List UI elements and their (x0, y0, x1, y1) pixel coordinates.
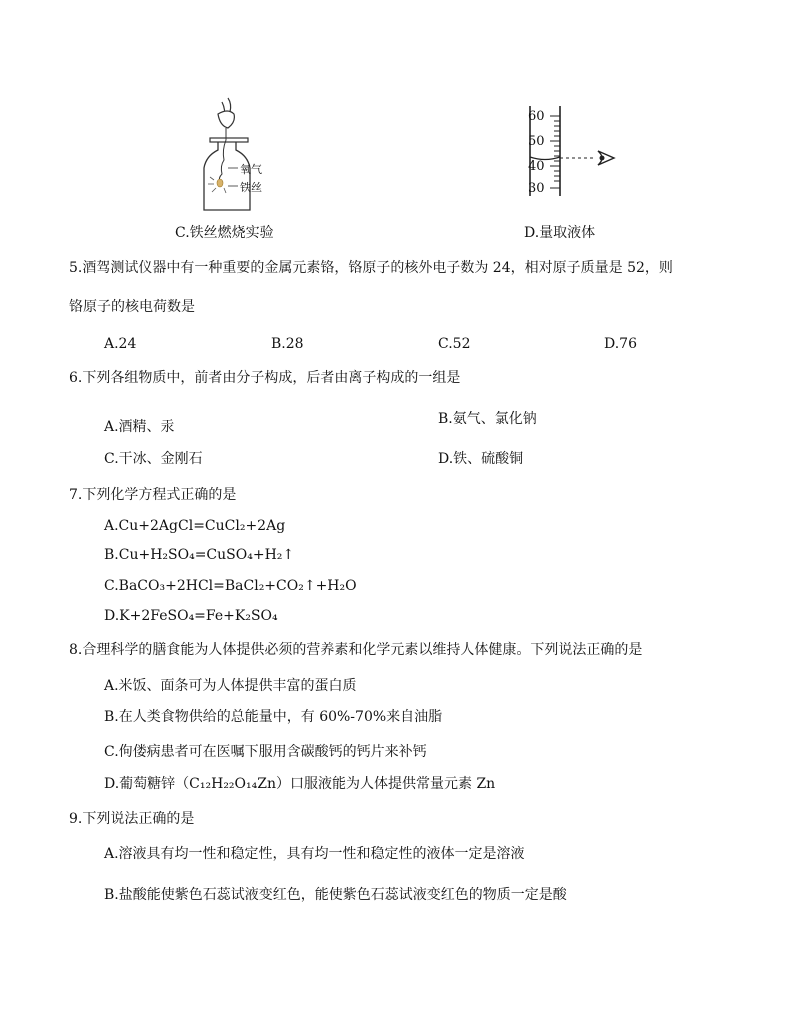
figure-d-caption: D.量取液体 (524, 225, 596, 241)
q8-option-c[interactable]: C.佝偻病患者可在医嘱下服用含碳酸钙的钙片来补钙 (104, 744, 427, 760)
q5-option-a[interactable]: A.24 (104, 336, 137, 352)
q6-option-a[interactable]: A.酒精、汞 (104, 419, 175, 435)
label-iron-wire: 铁丝 (240, 181, 262, 194)
q8-option-a[interactable]: A.米饭、面条可为人体提供丰富的蛋白质 (104, 678, 357, 694)
tick-label-30: 30 (528, 181, 545, 196)
q7-stem: 7.下列化学方程式正确的是 (69, 487, 237, 503)
q7-option-c[interactable]: C.BaCO₃+2HCl=BaCl₂+CO₂↑+H₂O (104, 578, 357, 594)
iron-wire-combustion-figure (188, 94, 288, 214)
figure-c-caption: C.铁丝燃烧实验 (175, 225, 274, 241)
q8-option-d[interactable]: D.葡萄糖锌（C₁₂H₂₂O₁₄Zn）口服液能为人体提供常量元素 Zn (104, 776, 496, 792)
tick-label-60: 60 (528, 109, 545, 124)
q5-stem-line2: 铬原子的核电荷数是 (69, 299, 195, 315)
q5-stem-line1: 5.酒驾测试仪器中有一种重要的金属元素铬，铬原子的核外电子数为 24，相对原子质量是 52，则 (69, 260, 673, 276)
q5-option-d[interactable]: D.76 (604, 336, 637, 352)
q6-option-b[interactable]: B.氨气、氯化钠 (438, 411, 537, 427)
q5-option-c[interactable]: C.52 (438, 336, 471, 352)
q6-option-d[interactable]: D.铁、硫酸铜 (438, 451, 524, 467)
q8-stem: 8.合理科学的膳食能为人体提供必须的营养素和化学元素以维持人体健康。下列说法正确的是 (69, 642, 643, 658)
q5-option-b[interactable]: B.28 (271, 336, 304, 352)
q7-option-d[interactable]: D.K+2FeSO₄=Fe+K₂SO₄ (104, 608, 278, 624)
q6-option-c[interactable]: C.干冰、金刚石 (104, 451, 203, 467)
tick-label-40: 40 (528, 159, 545, 174)
q7-option-a[interactable]: A.Cu+2AgCl=CuCl₂+2Ag (104, 518, 286, 534)
tick-label-50: 50 (528, 134, 545, 149)
q9-option-b[interactable]: B.盐酸能使紫色石蕊试液变红色，能使紫色石蕊试液变红色的物质一定是酸 (104, 887, 567, 903)
q9-option-a[interactable]: A.溶液具有均一性和稳定性，具有均一性和稳定性的液体一定是溶液 (104, 846, 525, 862)
label-oxygen: 氧气 (240, 163, 262, 176)
q9-stem: 9.下列说法正确的是 (69, 811, 195, 827)
q7-option-b[interactable]: B.Cu+H₂SO₄=CuSO₄+H₂↑ (104, 547, 295, 563)
q6-stem: 6.下列各组物质中，前者由分子构成，后者由离子构成的一组是 (69, 370, 461, 386)
q8-option-b[interactable]: B.在人类食物供给的总能量中，有 60%-70%来自油脂 (104, 709, 443, 725)
